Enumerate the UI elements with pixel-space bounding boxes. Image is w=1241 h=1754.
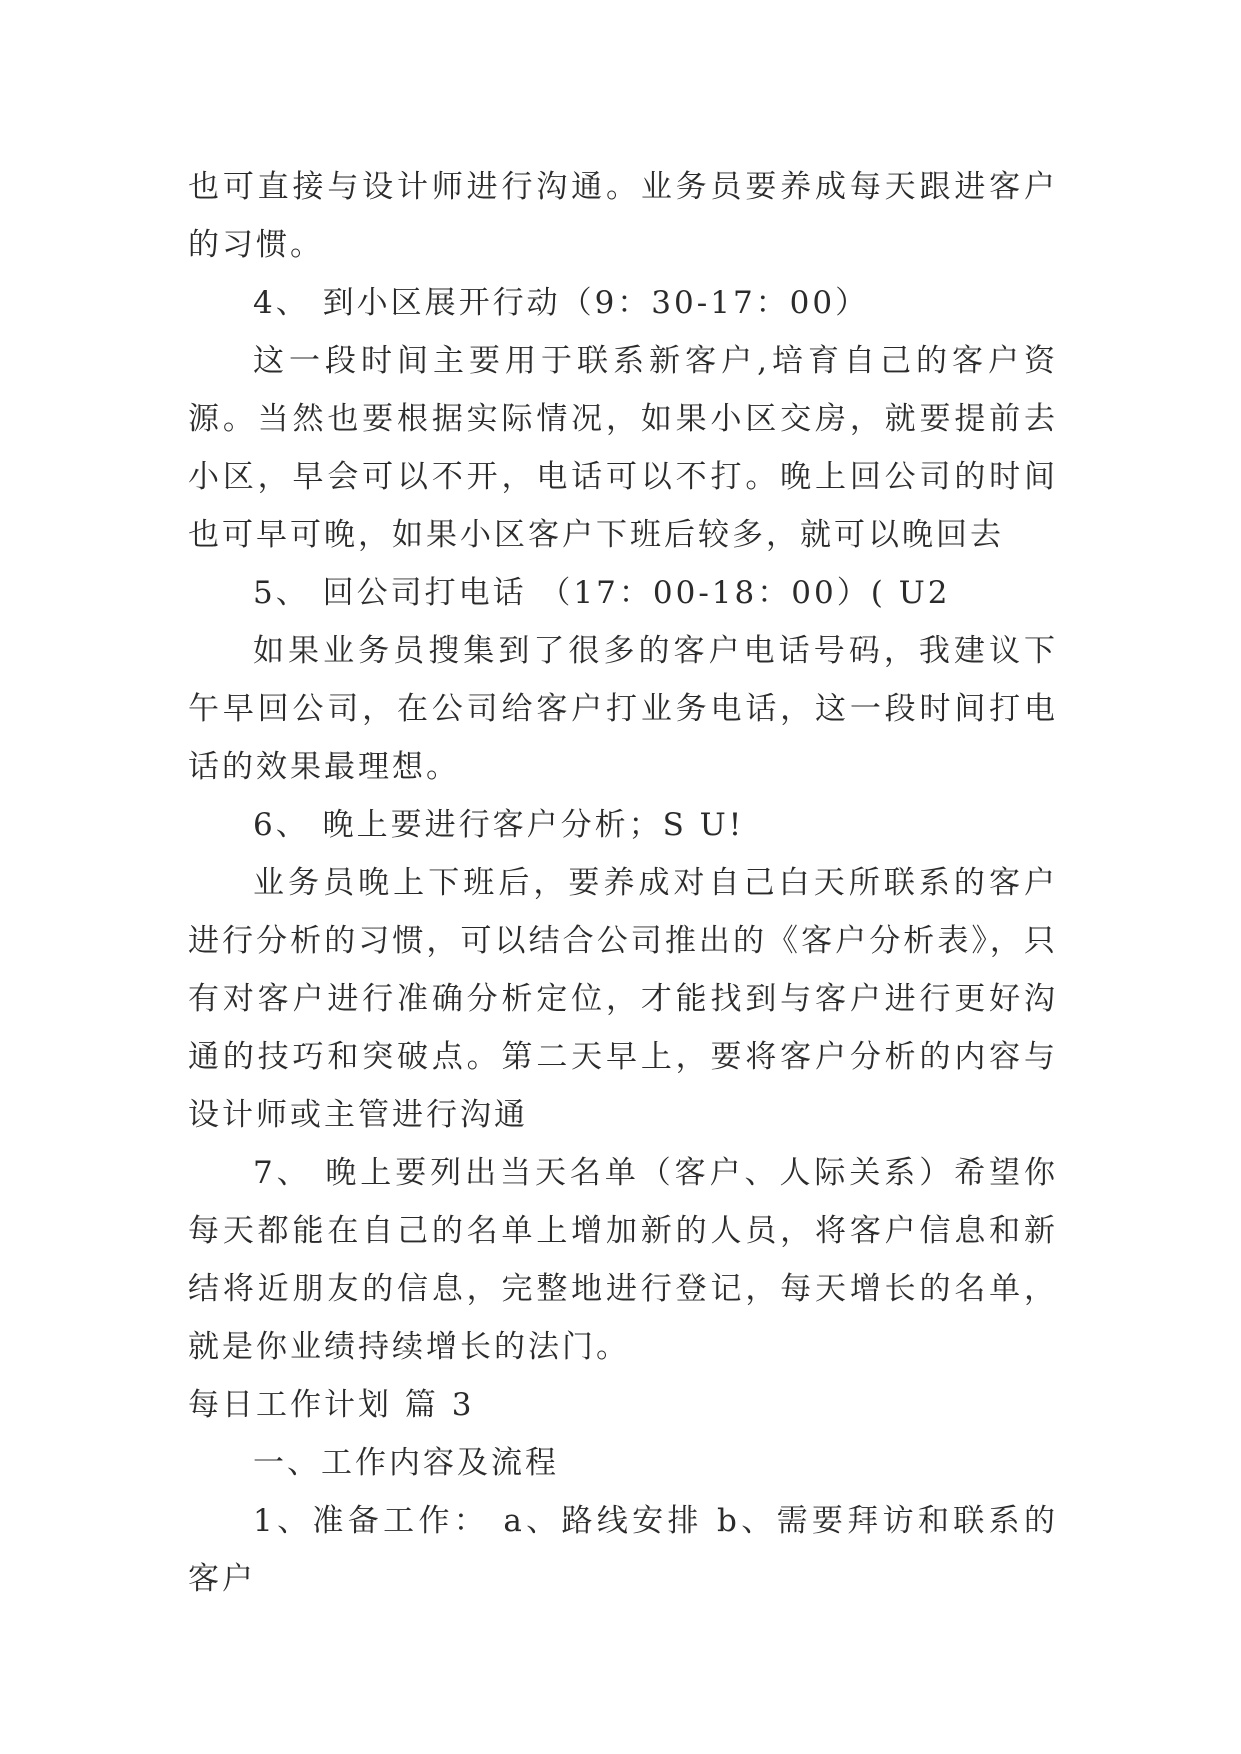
heading-step-4: 4、 到小区展开行动（9：30-17：00） [253, 285, 870, 321]
heading-work-content: 一、工作内容及流程 [253, 1445, 559, 1481]
paragraph-preparation: 1、准备工作： a、路线安排 b、需要拜访和联系的客户 [188, 1503, 1058, 1597]
heading-step-6: 6、 晚上要进行客户分析；S U! [253, 807, 745, 843]
paragraph-community-action: 这一段时间主要用于联系新客户,培育自己的客户资源。当然也要根据实际情况，如果小区交房，就要提前去小区，早会可以不开，电话可以不打。晚上回公司的时间也可早可晚，如果小区客户下班后较多，就可以晚回去 [188, 343, 1058, 553]
paragraph-follow-up-habit: 也可直接与设计师进行沟通。业务员要养成每天跟进客户的习惯。 [188, 169, 1058, 263]
section-title-plan-3: 每日工作计划 篇 3 [188, 1387, 475, 1423]
heading-step-5: 5、 回公司打电话 （17：00-18：00）( U2 [253, 575, 951, 611]
paragraph-phone-calls: 如果业务员搜集到了很多的客户电话号码，我建议下午早回公司，在公司给客户打业务电话，这一段时间打电话的效果最理想。 [188, 633, 1058, 785]
paragraph-customer-analysis: 业务员晚上下班后，要养成对自己白天所联系的客户进行分析的习惯，可以结合公司推出的《客户分析表》，只有对客户进行准确分析定位，才能找到与客户进行更好沟通的技巧和突破点。第二天早上，要将客户分析的内容与设计师或主管进行沟通 [188, 865, 1058, 1133]
document-body [188, 158, 1058, 1608]
paragraph-step-7-list: 7、 晚上要列出当天名单（客户、人际关系）希望你每天都能在自己的名单上增加新的人员，将客户信息和新结将近朋友的信息，完整地进行登记，每天增长的名单，就是你业绩持续增长的法门。 [188, 1155, 1058, 1365]
